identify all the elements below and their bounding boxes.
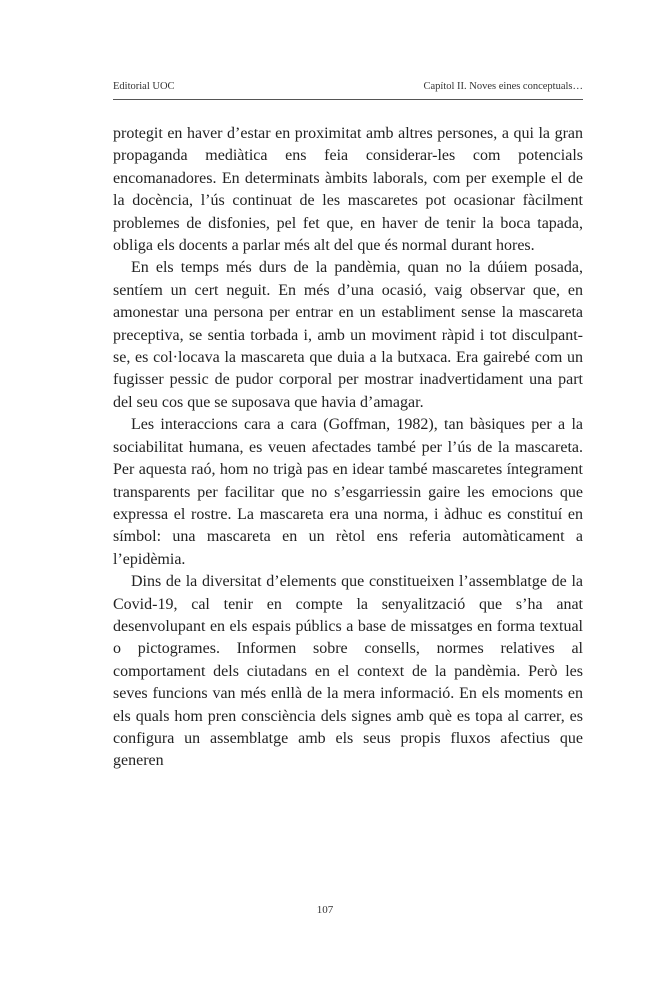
- header-rule: [113, 99, 583, 100]
- running-header: [113, 81, 583, 92]
- page-number: 107: [316, 904, 334, 916]
- body-text: [113, 123, 583, 773]
- header-chapter-title: Capítol II. Noves eines conceptuals…: [423, 81, 583, 92]
- paragraph-1: protegit en haver d’estar en proximitat amb altres persones, a qui la gran propaganda mediàtica ens feia considerar-les com potencials encomanadores. En determinats àmbits laborals, com per exemple el de la docència, l’ús continuat de les mascaretes pot ocasionar fàcilment problemes de disfonies, pel fet que, en haver de tenir la boca tapada, obliga els docents a parlar més alt del que és normal durant hores.: [113, 125, 583, 255]
- paragraph-4: Dins de la diversitat d’elements que constitueixen l’assemblatge de la Covid-19, cal tenir en compte la senyalització que s’ha anat desenvolupant en els espais públics a base de missatges en forma textual o pictogrames. Informen sobre consells, normes relatives al comportament dels ciutadans en el context de la pandèmia. Però les seves funcions van més enllà de la mera informació. En els moments en els quals hom pren consciència dels signes amb què es topa al carrer, es configura un assemblatge amb els seus propis fluxos afectius que generen: [113, 573, 583, 770]
- header-publisher: Editorial UOC: [113, 81, 175, 92]
- paragraph-2: En els temps més durs de la pandèmia, quan no la dúiem posada, sentíem un cert neguit. En més d’una ocasió, vaig observar que, en amonestar una persona per entrar en un establiment sense la mascareta preceptiva, se sentia torbada i, amb un moviment ràpid i tot disculpant-se, es col·locava la mascareta que duia a la butxaca. Era gairebé com un fugisser pessic de pudor corporal per mostrar inadvertidament una part del seu cos que se suposava que havia d’amagar.: [113, 259, 583, 411]
- paragraph-3: Les interaccions cara a cara (Goffman, 1982), tan bàsiques per a la sociabilitat humana, es veuen afectades també per l’ús de la mascareta. Per aquesta raó, hom no trigà pas en idear també mascaretes íntegrament transparents per facilitar que no s’esgarriessin gaire les emocions que expressa el rostre. La mascareta era una norma, i àdhuc es constituí en símbol: una mascareta en un rètol ens referia automàticament a l’epidèmia.: [113, 416, 583, 568]
